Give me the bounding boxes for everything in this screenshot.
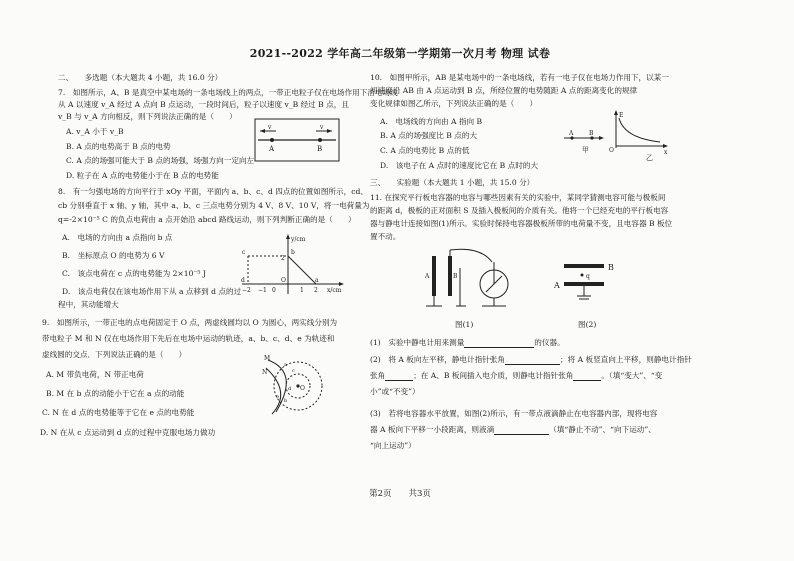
q11-sub3-text: 器 A 板向下平移一小段距离，则液滴 bbox=[370, 425, 495, 434]
q11-line: 的距离 d，极板的正对面积 S 及插入极板间的介质有关。他将一个已经充电的平行板电容 bbox=[370, 206, 669, 215]
q10-option-a: A. 电场线的方向由 A 指向 B bbox=[380, 117, 483, 126]
q7-line: v_B 与 v_A 方向相反，则下列说法正确的是（ ） bbox=[58, 112, 237, 121]
q11-line: 器与静电计连接如图(1)所示。实验时保持电容器极板所带的电荷量不变，且电容器 B 板位 bbox=[370, 219, 673, 228]
svg-text:a: a bbox=[315, 277, 319, 284]
q9-option-c: C. N 在 d 点的电势能等于它在 e 点的电势能 bbox=[42, 408, 195, 417]
q9-option-b: B. M 在 b 点的动能小于它在 a 点的动能 bbox=[46, 389, 185, 398]
svg-text:b: b bbox=[284, 398, 288, 404]
page-title: 2021--2022 学年高二年级第一学期第一次月考 物理 试卷 bbox=[249, 47, 551, 60]
svg-text:B: B bbox=[608, 263, 614, 272]
svg-text:0: 0 bbox=[272, 287, 276, 294]
q7-option-c: C. A 点的场强可能大于 B 点的场强，场强方向一定向左 bbox=[66, 156, 255, 165]
svg-text:2: 2 bbox=[314, 287, 318, 294]
svg-text:2: 2 bbox=[281, 255, 285, 262]
svg-text:e: e bbox=[276, 394, 279, 400]
q10-figure-yi bbox=[606, 108, 670, 166]
svg-text:a: a bbox=[284, 362, 287, 368]
q8-line: 8. 有一匀强电场的方向平行于 xOy 平面，平面内 a、b、c、d 四点的位置如图所示，cd、 bbox=[58, 187, 368, 196]
svg-text:q: q bbox=[586, 273, 590, 280]
svg-text:B: B bbox=[453, 273, 458, 280]
horizontal-capacitor-figure bbox=[550, 258, 620, 310]
svg-text:b: b bbox=[291, 249, 295, 256]
q8-option-d-cont: 程中，其动能增大 bbox=[58, 300, 119, 309]
q8-option-d: D. 该点电荷仅在该电场作用下从 a 点移到 d 点的过 bbox=[62, 287, 242, 296]
svg-text:O: O bbox=[609, 147, 614, 154]
q11-sub1-text: (1) 实验中静电计用来测量 bbox=[370, 338, 465, 347]
q8-option-c: C. 该点电荷在 c 点的电势能为 2×10⁻⁵ J bbox=[62, 269, 206, 278]
q10-option-b: B. A 点的场强度比 B 点的大 bbox=[380, 131, 478, 140]
svg-text:N: N bbox=[262, 369, 268, 376]
q9-line: 虚线圆的交点．下列说法正确的是（ ） bbox=[42, 350, 187, 359]
answer-blank[interactable] bbox=[385, 372, 413, 381]
q7-option-d: D. 粒子在 A 点的电势能小于在 B 点的电势能 bbox=[66, 171, 219, 180]
answer-blank[interactable] bbox=[573, 372, 601, 381]
svg-text:A: A bbox=[269, 145, 275, 153]
svg-text:B: B bbox=[589, 130, 594, 137]
svg-text:A: A bbox=[569, 130, 574, 137]
svg-text:y/cm: y/cm bbox=[291, 236, 306, 243]
q11-sub2-line1 bbox=[370, 355, 692, 365]
q10-option-c: C. A 点的电势比 B 点的低 bbox=[380, 146, 470, 155]
answer-blank[interactable] bbox=[464, 339, 534, 348]
q11-sub2-text: ；在 A、B 板间插入电介质，则静电计指针张角 bbox=[413, 371, 574, 380]
answer-blank[interactable] bbox=[505, 356, 560, 365]
svg-text:A: A bbox=[554, 281, 560, 290]
q7-option-b: B. A 点的电势高于 B 点的电势 bbox=[66, 142, 171, 151]
svg-text:c: c bbox=[292, 368, 295, 374]
svg-text:d: d bbox=[288, 386, 292, 392]
q11-sub1 bbox=[370, 338, 565, 348]
q9-trajectory-figure bbox=[262, 352, 334, 416]
q11-sub1-text-end: 的仪器。 bbox=[534, 338, 565, 347]
figure-2-label: 图(2) bbox=[578, 320, 597, 329]
q10-line: 变化规律如图乙所示，下列说法正确的是（ ） bbox=[370, 99, 538, 108]
capacitor-electrometer-figure bbox=[420, 248, 540, 318]
q10-option-d: D. 该电子在 A 点时的速度比它在 B 点时的大 bbox=[380, 161, 539, 170]
q11-sub3-line3: “向上运动”） bbox=[370, 441, 416, 450]
q10-line: 10. 如图甲所示，AB 是某电场中的一条电场线，若有一电子仅在电场力作用下，以某一 bbox=[370, 73, 669, 82]
figure-1-label: 图(1) bbox=[455, 320, 474, 329]
svg-text:v: v bbox=[320, 124, 324, 131]
q11-sub3-text: （填“静止不动”、“向下运动”、 bbox=[549, 425, 656, 434]
svg-text:−1: −1 bbox=[258, 287, 267, 294]
q11-sub2-line3: 小”或“不变”） bbox=[370, 387, 420, 396]
q8-line: cb 分别垂直于 x 轴、y 轴，其中 a、b、c 三点电势分别为 4 V、8 V、10 V，将一电荷量为 bbox=[58, 201, 370, 210]
svg-text:O: O bbox=[281, 277, 286, 284]
q11-line: 置不动。 bbox=[370, 232, 401, 241]
q11-sub2-text: (2) 将 A 板向左平移，静电计指针张角 bbox=[370, 355, 505, 364]
page-footer: 第2页 共3页 bbox=[369, 489, 431, 499]
q11-sub2-text: 。（填“变大”、“变 bbox=[601, 371, 663, 380]
svg-text:v: v bbox=[268, 124, 272, 131]
q8-line: q=-2×10⁻⁵ C 的负点电荷由 a 点开始沿 abcd 路线运动，则下列判断正确的是（ ） bbox=[58, 215, 356, 224]
section-experiment: 三、 实验题（本大题共 1 小题，共 15.0 分） bbox=[370, 178, 535, 187]
q11-sub3-line1: (3) 若将电容器水平放置，如图(2)所示，有一带点液滴静止在电容器内部，现将电容 bbox=[370, 409, 658, 418]
svg-text:O: O bbox=[300, 385, 305, 392]
svg-text:c: c bbox=[242, 249, 246, 256]
answer-blank[interactable] bbox=[494, 426, 549, 435]
svg-text:甲: 甲 bbox=[582, 146, 589, 154]
q8-option-b: B. 坐标原点 O 的电势为 6 V bbox=[62, 251, 165, 260]
q9-line: 9. 如图所示，一带正电的点电荷固定于 O 点，两虚线圆均以 O 为圆心，两实线分别为 bbox=[42, 318, 338, 327]
q9-option-a: A. M 带负电荷，N 带正电荷 bbox=[46, 370, 144, 379]
q10-line: 初速度沿 AB 由 A 点运动到 B 点，所经位置的电势随距 A 点的距离变化的规律 bbox=[370, 86, 638, 95]
svg-text:乙: 乙 bbox=[646, 154, 653, 162]
q9-line: 带电粒子 M 和 N 仅在电场作用下先后在电场中运动的轨迹，a、b、c、d、e 为轨迹和 bbox=[42, 334, 335, 343]
svg-text:1: 1 bbox=[300, 287, 304, 294]
q7-line: 从 A 以速度 v_A 经过 A 点向 B 点运动，一段时间后，粒子以速度 v_B 经过 B 点，且 bbox=[58, 100, 349, 109]
q8-option-a: A. 电场的方向由 a 点指向 b 点 bbox=[62, 233, 173, 242]
q11-sub2-text: ；将 A 板竖直向上平移，则静电计指针 bbox=[559, 355, 692, 364]
svg-text:E: E bbox=[619, 112, 624, 119]
svg-text:A: A bbox=[425, 273, 430, 280]
q7-line: 7. 如图所示，A、B 是真空中某电场的一条电场线上的两点，一带正电粒子仅在电场作用下沿电场线 bbox=[58, 88, 398, 97]
section-multi-choice: 二、 多选题（本大题共 4 小题，共 16.0 分） bbox=[58, 73, 223, 82]
svg-text:B: B bbox=[317, 145, 323, 153]
q7-field-line-figure bbox=[254, 118, 340, 162]
q11-sub2-line2 bbox=[370, 371, 662, 381]
svg-text:d: d bbox=[241, 277, 245, 284]
q9-option-d: D. N 在从 c 点运动到 d 点的过程中克服电场力做功 bbox=[40, 428, 216, 437]
q11-sub3-line2 bbox=[370, 425, 656, 435]
svg-text:M: M bbox=[264, 355, 271, 362]
q11-sub2-text: 张角 bbox=[370, 371, 386, 380]
q8-coordinate-figure bbox=[238, 232, 348, 296]
svg-text:−2: −2 bbox=[242, 287, 251, 294]
q11-line: 11. 在探究平行板电容器的电容与哪些因素有关的实验中，某同学猜测电容可能与极板间 bbox=[370, 193, 666, 202]
svg-text:x/cm: x/cm bbox=[327, 287, 342, 294]
q7-option-a: A. v_A 小于 v_B bbox=[66, 127, 124, 136]
svg-text:x: x bbox=[664, 149, 668, 156]
